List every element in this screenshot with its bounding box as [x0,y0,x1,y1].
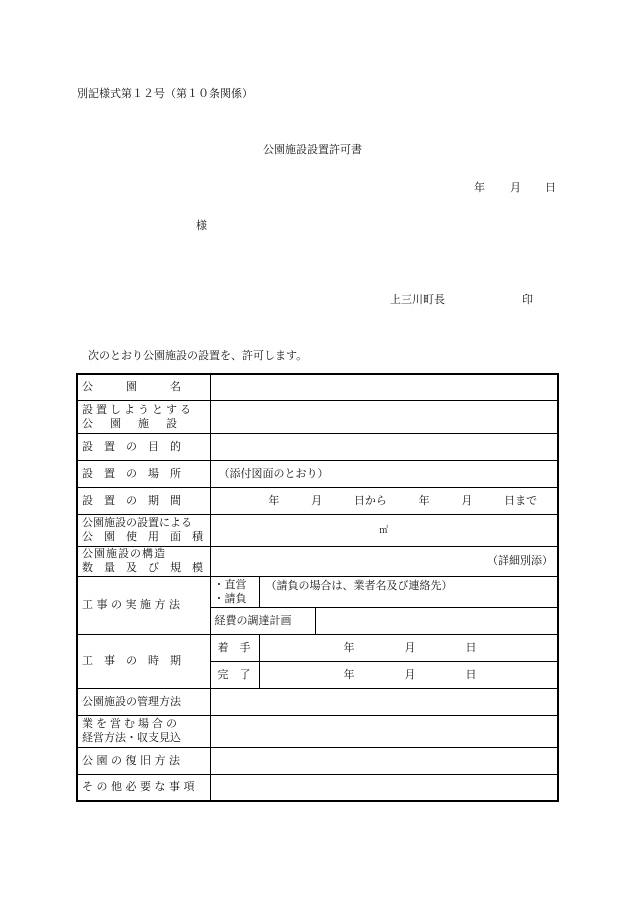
period-from: 日から [353,493,387,507]
period-month-1: 月 [311,493,323,507]
label-area-line2: 公 園 使 用 面 積 [82,530,203,543]
start-month: 月 [404,640,416,654]
row-purpose [77,433,558,460]
value-funding-plan[interactable] [315,607,558,634]
method-options[interactable] [210,576,259,607]
row-area [77,514,558,546]
period-year-1: 年 [268,493,280,507]
label-business-line1: 業を営む場合の [82,717,180,731]
row-business [77,715,558,747]
row-restoration [77,747,558,774]
label-funding-cell [210,607,315,634]
value-area[interactable] [210,514,558,546]
date-year-label: 年 [474,181,485,194]
row-management [77,688,558,715]
label-management: 公園施設の管理方法 [82,694,181,708]
label-method: 工 事 の 実 施 方 法 [82,598,180,612]
permit-form-table [76,373,559,802]
structure-note: （詳細別添） [487,554,553,568]
seal-mark: 印 [522,293,533,306]
row-park-name [77,374,558,400]
value-park-name[interactable] [210,374,558,400]
value-location[interactable] [210,460,558,487]
value-finish-date[interactable] [259,661,558,688]
issuer-name: 上三川町長 [390,293,445,306]
label-timing: 工 事 の 時 期 [82,654,181,668]
date-month-label: 月 [510,181,521,194]
row-period [77,487,558,514]
label-purpose: 設 置 の 目 的 [82,439,181,453]
value-period[interactable] [210,487,558,514]
document-title: 公園施設設置許可書 [263,143,362,156]
value-structure[interactable] [210,546,558,576]
label-location: 設 置 の 場 所 [82,466,181,480]
period-month-2: 月 [461,493,473,507]
row-method-1 [77,576,558,607]
finish-month: 月 [404,667,416,681]
finish-year: 年 [343,667,355,681]
row-timing-start [77,634,558,661]
value-contractor[interactable] [259,576,558,607]
location-note: （添付図面のとおり） [218,466,329,480]
label-period: 設 置 の 期 間 [82,493,181,507]
form-number: 別記様式第１２号（第１０条関係） [77,87,253,100]
value-management[interactable] [210,688,558,715]
area-unit: ㎡ [379,525,389,536]
row-location [77,460,558,487]
label-business-line2: 経営方法・収支見込 [82,731,181,744]
label-restoration: 公 園 の 復 旧 方 法 [82,753,180,767]
value-purpose[interactable] [210,433,558,460]
method-direct: ・直営 [213,577,247,591]
period-year-2: 年 [418,493,430,507]
start-day: 日 [465,640,477,654]
label-start: 着 手 [217,640,251,654]
value-restoration[interactable] [210,747,558,774]
label-facility-line2: 公 園 施 設 [82,416,180,430]
label-other: そ の 他 必 要 な 事 項 [82,780,195,794]
value-other[interactable] [210,774,558,801]
addressee-suffix: 様 [196,219,207,232]
label-finish: 完 了 [217,667,251,681]
label-structure-line2: 数 量 及 び 規 模 [82,561,203,574]
label-facility-line1: 設置しようとする [82,402,194,416]
label-area-line1: 公園施設の設置による [82,516,192,530]
value-facility[interactable] [210,400,558,433]
row-structure [77,546,558,576]
contractor-note: （請負の場合は、業者名及び連絡先） [265,578,453,592]
method-contract: ・請負 [213,591,247,605]
label-park-name: 公 園 名 [82,380,181,394]
row-other [77,774,558,801]
label-structure-line1: 公園施設の構造 [82,547,166,561]
finish-day: 日 [465,667,477,681]
start-year: 年 [343,640,355,654]
period-until: 日まで [504,493,538,507]
row-facility [77,400,558,433]
date-day-label: 日 [545,181,556,194]
label-funding-plan: 経費の調達計画 [214,613,292,627]
value-business[interactable] [210,715,558,747]
intro-text: 次のとおり公園施設の設置を、許可します。 [88,349,308,362]
value-start-date[interactable] [259,634,558,661]
